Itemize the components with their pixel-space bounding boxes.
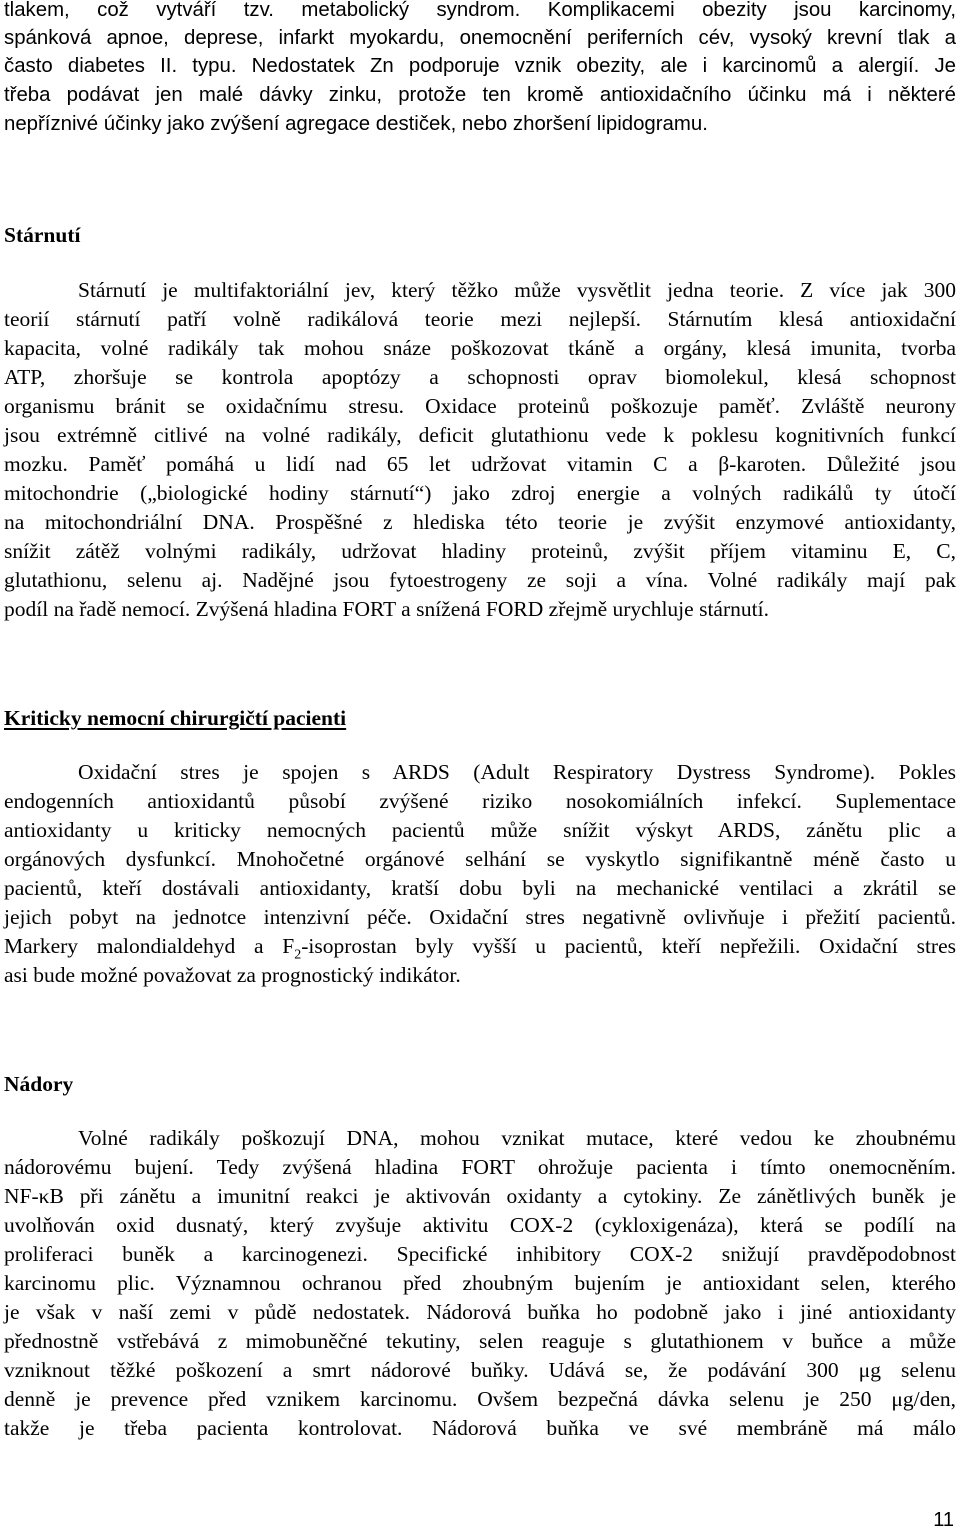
critical-line: jejich pobyt na jednotce intenzivní péče. Oxidační stres negativně ovlivňuje i přežití pacientů. [4, 905, 956, 929]
critical-line-f2 [4, 932, 956, 961]
critical-line: endogenních antioxidantů působí zvýšené riziko nosokomiálních infekcí. Suplementace [4, 789, 956, 813]
tumors-line: je však v naší zemi v půdě nedostatek. Nádorová buňka ho podobně jako i jiné antioxidanty [4, 1300, 956, 1324]
f2-subscript: 2 [294, 947, 302, 963]
critical-line: pacientů, kteří dostávali antioxidanty, kratší dobu byli na mechanické ventilaci a zkrátil se [4, 876, 956, 900]
critical-line: orgánových dysfunkcí. Mnohočetné orgánové selhání se vyskytlo signifikantně méně často u [4, 847, 956, 871]
critical-line: antioxidanty u kriticky nemocných pacientů může snížit výskyt ARDS, zánětu plic a [4, 818, 956, 842]
tumors-line: takže je třeba pacienta kontrolovat. Nádorová buňka ve své membráně má málo [4, 1416, 956, 1440]
f2-text-after: -isoprostan byly vyšší u pacientů, kteří nepřežili. Oxidační stres [301, 934, 957, 958]
tumors-line: vzniknout těžké poškození a smrt nádorové buňky. Udává se, že podávání 300 μg selenu [4, 1358, 956, 1382]
tumors-line: nádorovému bujení. Tedy zvýšená hladina FORT ohrožuje pacienta i tímto onemocněním. [4, 1155, 956, 1179]
critical-line: Oxidační stres je spojen s ARDS (Adult Respiratory Dystress Syndrome). Pokles [78, 760, 956, 784]
tumors-line: přednostně vstřebává z mimobuněčné tekutiny, selen reaguje s glutathionem v buňce a může [4, 1329, 956, 1353]
page-number: 11 [933, 1509, 954, 1531]
tumors-line: denně je prevence před vznikem karcinomu. Ovšem bezpečná dávka selenu je 250 μg/den, [4, 1387, 956, 1411]
tumors-line: uvolňován oxid dusnatý, který zvyšuje aktivitu COX-2 (cykloxigenáza), která se podílí na [4, 1213, 956, 1237]
aging-line: ATP, zhoršuje se kontrola apoptózy a schopnosti oprav biomolekul, klesá schopnost [4, 365, 956, 389]
section-heading-aging: Stárnutí [4, 223, 81, 247]
aging-line: podíl na řadě nemocí. Zvýšená hladina FORT a snížená FORD zřejmě urychluje stárnutí. [4, 597, 769, 621]
aging-line: glutathionu, selenu aj. Nadějné jsou fytoestrogeny ze soji a vína. Volné radikály mají pak [4, 568, 956, 592]
tumors-line: karcinomu plic. Významnou ochranou před zhoubným bujením je antioxidant selen, kterého [4, 1271, 956, 1295]
aging-line: kapacita, volné radikály tak mohou snáze poškozovat tkáně a orgány, klesá imunita, tvorba [4, 336, 956, 360]
continuation-line: spánková apnoe, deprese, infarkt myokardu, onemocnění periferních cév, vysoký krevní tlak a [4, 27, 956, 49]
aging-line: mozku. Paměť pomáhá u lidí nad 65 let udržovat vitamin C a β-karoten. Důležité jsou [4, 452, 956, 476]
continuation-line: nepříznivé účinky jako zvýšení agregace destiček, nebo zhoršení lipidogramu. [4, 113, 708, 135]
aging-line: na mitochondriální DNA. Prospěšné z hlediska této teorie je zvýšit enzymové antioxidanty, [4, 510, 956, 534]
aging-line: organismu bránit se oxidačnímu stresu. Oxidace proteinů poškozuje paměť. Zvláště neurony [4, 394, 956, 418]
critical-line: asi bude možné považovat za prognostický indikátor. [4, 963, 461, 987]
tumors-line: proliferaci buněk a karcinogenezi. Specifické inhibitory COX-2 snižují pravděpodobnost [4, 1242, 956, 1266]
f2-text-before: Markery malondialdehyd a F [4, 934, 295, 958]
aging-line: teorií stárnutí patří volně radikálová teorie mezi nejlepší. Stárnutím klesá antioxidační [4, 307, 956, 331]
continuation-line: tlakem, což vytváří tzv. metabolický syndrom. Komplikacemi obezity jsou karcinomy, [4, 0, 956, 21]
continuation-line: třeba podávat jen malé dávky zinku, protože ten kromě antioxidačního účinku má i některé [4, 84, 956, 106]
aging-line: jsou extrémně citlivé na volné radikály, deficit glutathionu vede k poklesu kognitivních funkcí [4, 423, 956, 447]
continuation-line: často diabetes II. typu. Nedostatek Zn podporuje vznik obezity, ale i karcinomů a alergií. Je [4, 55, 956, 77]
section-heading-tumors: Nádory [4, 1072, 74, 1096]
aging-line: Stárnutí je multifaktoriální jev, který těžko může vysvětlit jedna teorie. Z více jak 300 [78, 278, 956, 302]
aging-line: mitochondrie („biologické hodiny stárnutí“) jako zdroj energie a volných radikálů ty útočí [4, 481, 956, 505]
tumors-line: Volné radikály poškozují DNA, mohou vznikat mutace, které vedou ke zhoubnému [78, 1126, 956, 1150]
tumors-line: NF-κB při zánětu a imunitní reakci je aktivován oxidanty a cytokiny. Ze zánětlivých buněk je [4, 1184, 956, 1208]
section-heading-critical: Kriticky nemocní chirurgičtí pacienti [4, 706, 347, 730]
aging-line: snížit zátěž volnými radikály, udržovat hladiny proteinů, zvýšit příjem vitaminu E, C, [4, 539, 956, 563]
